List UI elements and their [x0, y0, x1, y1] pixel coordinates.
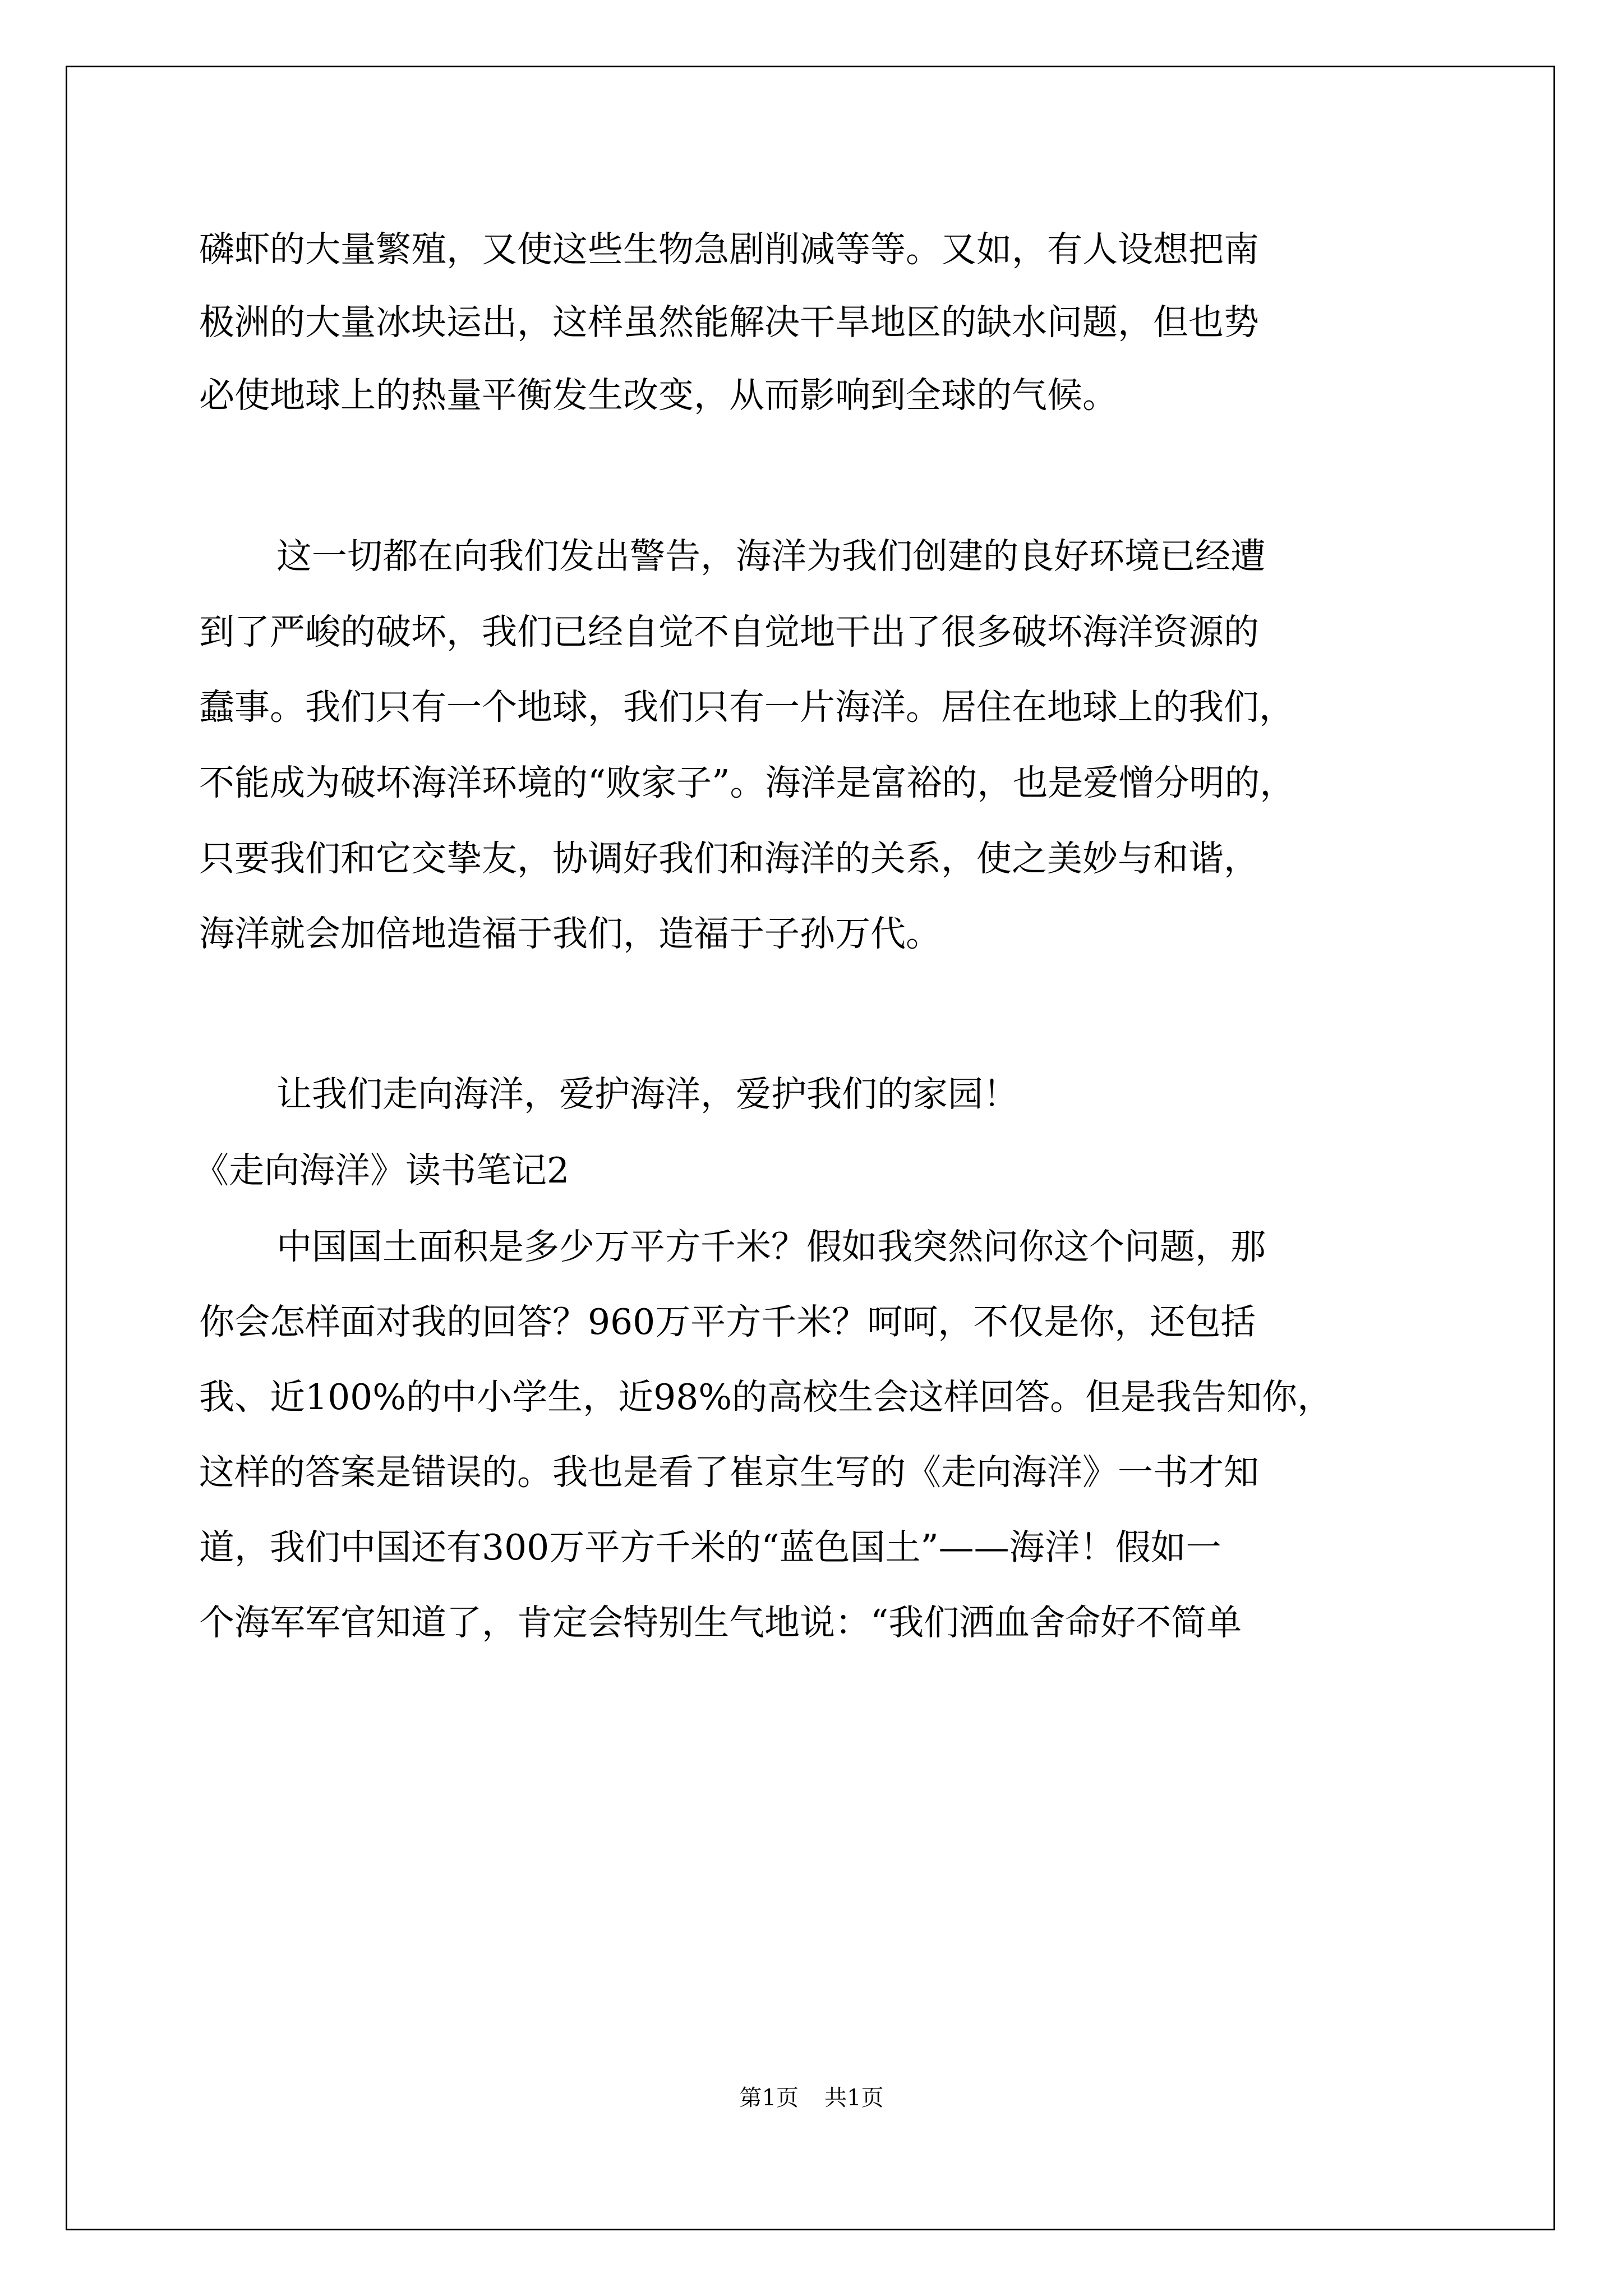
- body-line: 个海军军官知道了，肯定会特别生气地说：“我们洒血舍命好不简单: [199, 1602, 1242, 1643]
- body-line: 必使地球上的热量平衡发生改变，从而影响到全球的气候。: [199, 375, 1118, 416]
- page-total: 共1页: [824, 2085, 884, 2111]
- body-line: 不能成为破坏海洋环境的“败家子”。海洋是富裕的，也是爱憎分明的，: [199, 762, 1295, 803]
- body-line: 道，我们中国还有300万平方千米的“蓝色国土”——海洋！假如一: [199, 1527, 1221, 1568]
- body-line: 只要我们和它交挚友，协调好我们和海洋的关系，使之美妙与和谐，: [199, 838, 1259, 879]
- page-footer: [0, 2082, 1623, 2114]
- body-line: 蠢事。我们只有一个地球，我们只有一片海洋。居住在地球上的我们，: [199, 687, 1294, 728]
- paragraph-first-line: 让我们走向海洋，爱护海洋，爱护我们的家园！: [276, 1074, 1018, 1115]
- body-line: 磷虾的大量繁殖，又使这些生物急剧削减等等。又如，有人设想把南: [199, 229, 1259, 270]
- body-line: 我、近100%的中小学生，近98%的高校生会这样回答。但是我告知你，: [199, 1377, 1333, 1418]
- paragraph-first-line: 中国国土面积是多少万平方千米？假如我突然问你这个问题，那: [276, 1226, 1266, 1267]
- page-number: 第1页: [739, 2085, 799, 2111]
- section-heading: 《走向海洋》读书笔记2: [193, 1150, 570, 1191]
- body-line: 这样的答案是错误的。我也是看了崔京生写的《走向海洋》一书才知: [199, 1452, 1259, 1493]
- body-line: 海洋就会加倍地造福于我们，造福于子孙万代。: [199, 913, 941, 954]
- body-line: 极洲的大量冰块运出，这样虽然能解决干旱地区的缺水问题，但也势: [199, 302, 1259, 343]
- body-line: 你会怎样面对我的回答？960万平方千米？呵呵，不仅是你，还包括: [199, 1301, 1256, 1342]
- body-line: 到了严峻的破坏，我们已经自觉不自觉地干出了很多破坏海洋资源的: [199, 611, 1259, 652]
- paragraph-first-line: 这一切都在向我们发出警告，海洋为我们创建的良好环境已经遭: [276, 536, 1266, 577]
